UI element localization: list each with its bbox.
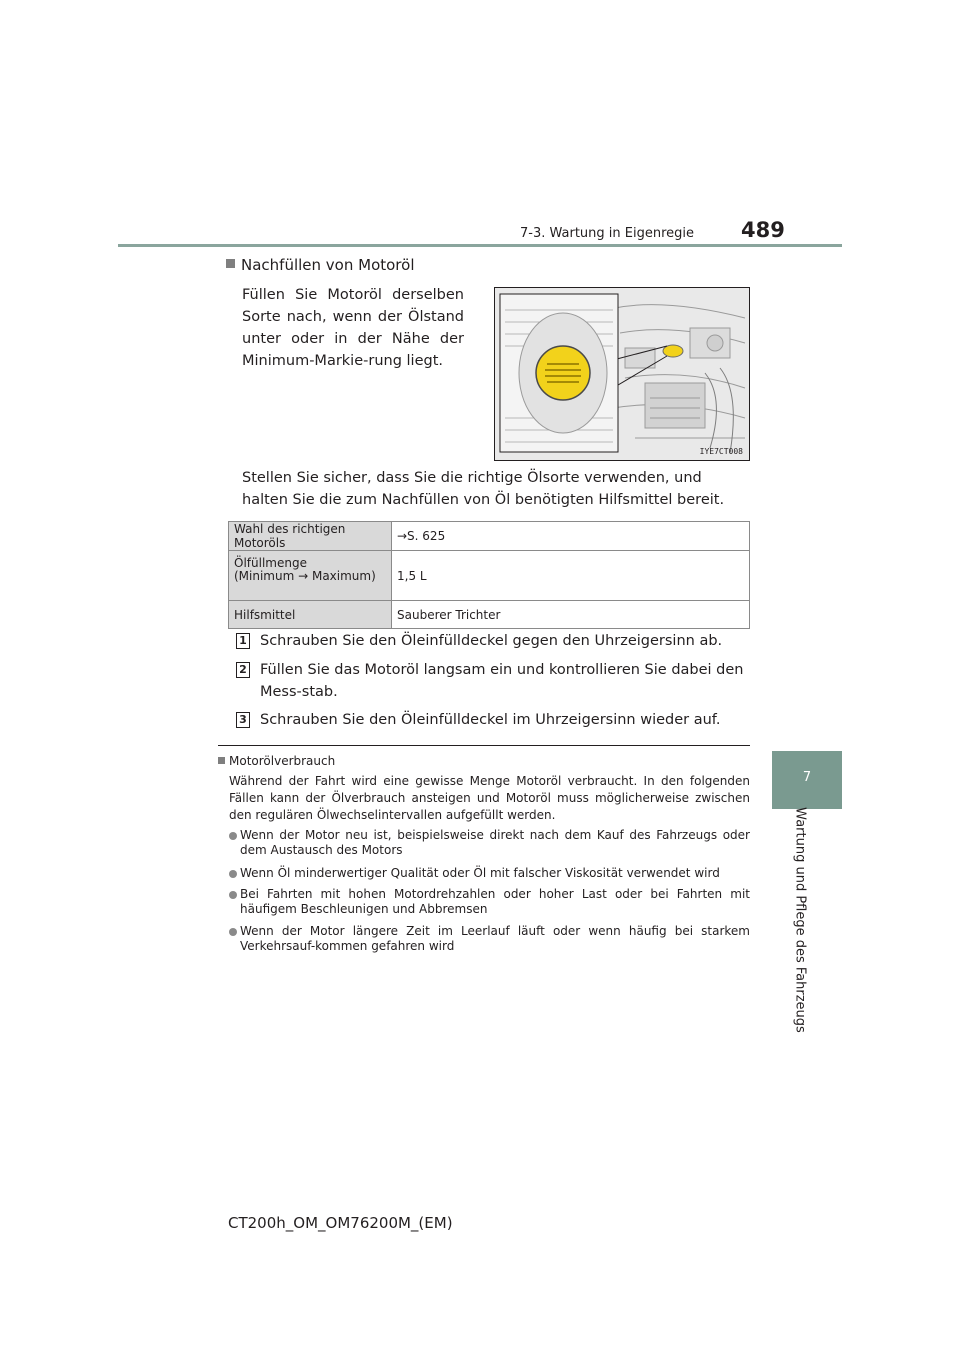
bullet-dot-icon — [229, 891, 237, 899]
intro-text: Füllen Sie Motoröl derselben Sorte nach, wenn der Ölstand unter oder in der Nähe der Minimum-Markie-rung liegt. — [242, 287, 464, 369]
table-label-line: (Minimum → Maximum) — [234, 569, 376, 583]
note-text: Während der Fahrt wird eine gewisse Menge Motoröl verbraucht. In den folgenden Fällen kann der Ölverbrauch ansteigen und Motoröl muss möglicherweise zwischen den regulären Ölwechselintervallen aufgefüllt werden. — [229, 774, 750, 822]
bullet-dot-icon — [229, 928, 237, 936]
figure-code: IYE7CT008 — [699, 447, 743, 456]
step-number-badge: 3 — [236, 712, 250, 728]
table-row — [229, 551, 750, 601]
step-number-badge: 2 — [236, 662, 250, 678]
bullet-dot-icon — [229, 832, 237, 840]
step-text: Füllen Sie das Motoröl langsam ein und kontrollieren Sie dabei den Mess-stab. — [260, 662, 744, 700]
list-item-text: Wenn Öl minderwertiger Qualität oder Öl mit falscher Viskosität verwendet wird — [240, 866, 720, 880]
step-text: Schrauben Sie den Öleinfülldeckel gegen den Uhrzeigersinn ab. — [260, 633, 723, 649]
square-bullet-icon — [218, 757, 225, 764]
document-code-footer: CT200h_OM_OM76200M_(EM) — [228, 1214, 453, 1232]
chapter-title: Wartung und Pflege des Fahrzeugs — [792, 807, 808, 1033]
instruction-paragraph: Stellen Sie sicher, dass Sie die richtige Ölsorte verwenden, und halten Sie die zum Nachfüllen von Öl benötigten Hilfsmittel bereit. — [242, 470, 725, 508]
note-title — [218, 754, 335, 768]
table-label: Hilfsmittel — [229, 601, 392, 629]
table-value: Sauberer Trichter — [392, 601, 750, 629]
square-bullet-icon — [226, 259, 235, 268]
step-text: Schrauben Sie den Öleinfülldeckel im Uhrzeigersinn wieder auf. — [260, 712, 721, 728]
step-number-badge: 1 — [236, 633, 250, 649]
table-label — [229, 551, 392, 601]
table-label: Wahl des richtigen Motoröls — [229, 522, 392, 551]
section-header: 7-3. Wartung in Eigenregie — [520, 226, 695, 241]
oil-info-table — [228, 521, 750, 629]
table-row — [229, 522, 750, 551]
table-value: 1,5 L — [392, 551, 750, 601]
table-value: →S. 625 — [392, 522, 750, 551]
page-number: 489 — [741, 218, 785, 242]
list-item-text: Wenn der Motor längere Zeit im Leerlauf läuft oder wenn häufig bei starkem Verkehrsauf-kommen gefahren wird — [240, 924, 750, 953]
chapter-tab: 7 — [772, 751, 842, 809]
section-title-text: Nachfüllen von Motoröl — [241, 256, 415, 274]
section-divider — [218, 745, 750, 746]
bullet-dot-icon — [229, 870, 237, 878]
table-label-line: Ölfüllmenge — [234, 556, 307, 570]
note-title-text: Motorölverbrauch — [229, 754, 336, 768]
section-title — [226, 256, 414, 274]
list-item-text: Bei Fahrten mit hohen Motordrehzahlen oder hoher Last oder bei Fahrten mit häufigem Beschleunigen und Abbremsen — [240, 887, 750, 916]
engine-bay-drawing — [495, 288, 749, 460]
engine-oil-cap-illustration — [494, 287, 750, 461]
chapter-title-vertical — [760, 807, 840, 1033]
header-divider — [118, 244, 842, 247]
list-item-text: Wenn der Motor neu ist, beispielsweise direkt nach dem Kauf des Fahrzeugs oder dem Austausch des Motors — [240, 828, 750, 857]
table-row — [229, 601, 750, 629]
